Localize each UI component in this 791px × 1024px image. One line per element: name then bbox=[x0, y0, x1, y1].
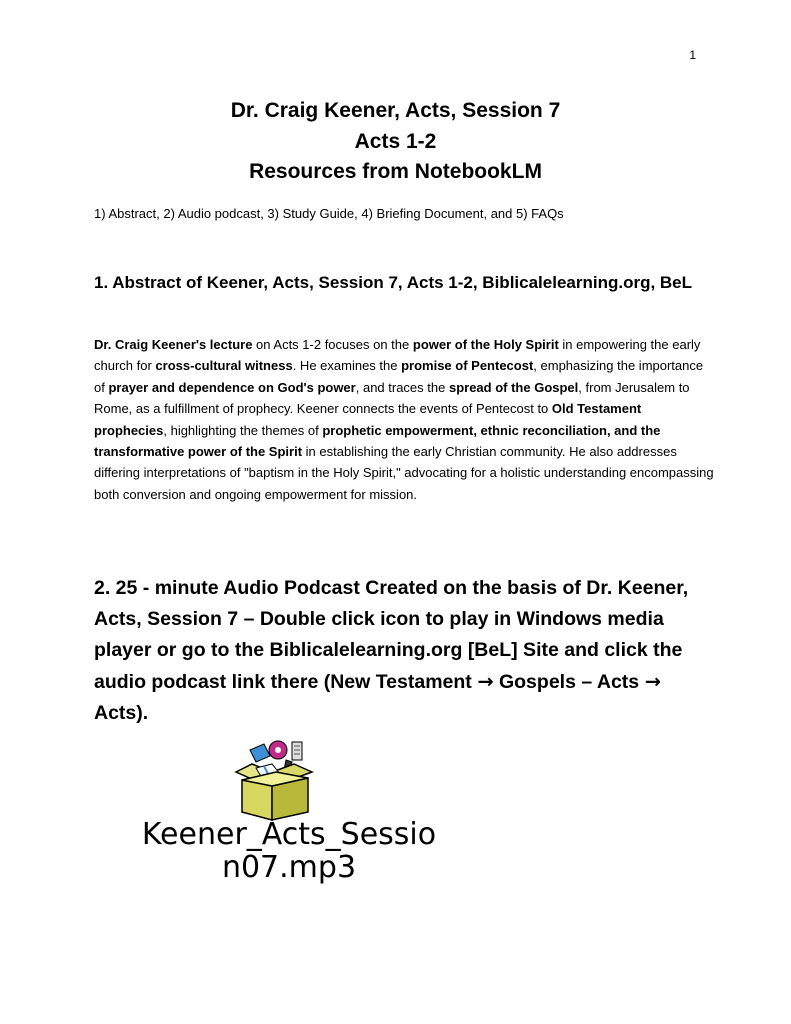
arrow-right-icon: → bbox=[477, 670, 494, 693]
abstract-bold-run: cross-cultural witness bbox=[155, 358, 293, 374]
abstract-text-run: on Acts 1-2 focuses on the bbox=[252, 337, 413, 352]
title-line-2: Acts 1-2 bbox=[354, 129, 437, 153]
arrow-right-icon: → bbox=[644, 670, 661, 693]
abstract-text-run: in establishing the early Christian community. He also addresses differing interpretations of "baptism in the Holy Spirit," advocating for a holistic understanding encompassing both conversion and ongoing empowerment for mission. bbox=[94, 444, 714, 502]
section-2-heading-part1: 2. 25 - minute Audio Podcast Created on the basis of Dr. Keener, Acts, Session 7 – Double click icon to play in Windows media player or go to the Biblicalelearning.org [BeL] Site and click the audio podcast link there (New Testament bbox=[94, 577, 689, 693]
abstract-bold-run: spread of the Gospel bbox=[448, 379, 579, 395]
title-block bbox=[0, 96, 791, 188]
abstract-bold-run: power of the Holy Spirit bbox=[412, 337, 559, 352]
audio-file-name-line-2: n07.mp3 bbox=[221, 850, 357, 885]
abstract-text-run: , emphasizing the importance of bbox=[94, 358, 704, 395]
abstract-paragraph bbox=[94, 334, 714, 505]
abstract-text-run: , and traces the bbox=[355, 379, 449, 395]
toc-line: 1) Abstract, 2) Audio podcast, 3) Study Guide, 4) Briefing Document, and 5) FAQs bbox=[94, 206, 564, 221]
abstract-text-run: , from Jerusalem to Rome, as a fulfillment of prophecy. Keener connects the events of Pentecost to bbox=[94, 379, 690, 417]
abstract-bold-run: Old Testament prophecies bbox=[94, 401, 642, 438]
abstract-bold-run: prayer and dependence on God's power bbox=[108, 379, 356, 395]
abstract-bold-run: Dr. Craig Keener's lecture bbox=[94, 337, 253, 352]
abstract-text-run: , highlighting the themes of bbox=[163, 422, 323, 438]
section-2-heading-part3: Acts). bbox=[94, 702, 149, 724]
section-2-heading-part2: Gospels – Acts bbox=[493, 671, 645, 693]
abstract-bold-run: promise of Pentecost bbox=[401, 358, 534, 374]
media-package-icon[interactable] bbox=[228, 738, 318, 822]
section-1-heading: 1. Abstract of Keener, Acts, Session 7, Acts 1-2, Biblicalelearning.org, BeL bbox=[94, 273, 693, 292]
section-2-heading bbox=[94, 573, 714, 729]
title-line-1: Dr. Craig Keener, Acts, Session 7 bbox=[230, 99, 561, 122]
page-number: 1 bbox=[689, 48, 696, 62]
abstract-text-run: . He examines the bbox=[292, 358, 402, 374]
abstract-text-run: in empowering the early church for bbox=[94, 337, 701, 374]
audio-file-name-line-1: Keener_Acts_Sessio bbox=[141, 817, 437, 852]
title-line-3: Resources from NotebookLM bbox=[249, 160, 542, 183]
abstract-bold-run: prophetic empowerment, ethnic reconciliation, and the transformative power of the Spirit bbox=[94, 422, 661, 460]
audio-file-caption[interactable] bbox=[94, 818, 484, 884]
